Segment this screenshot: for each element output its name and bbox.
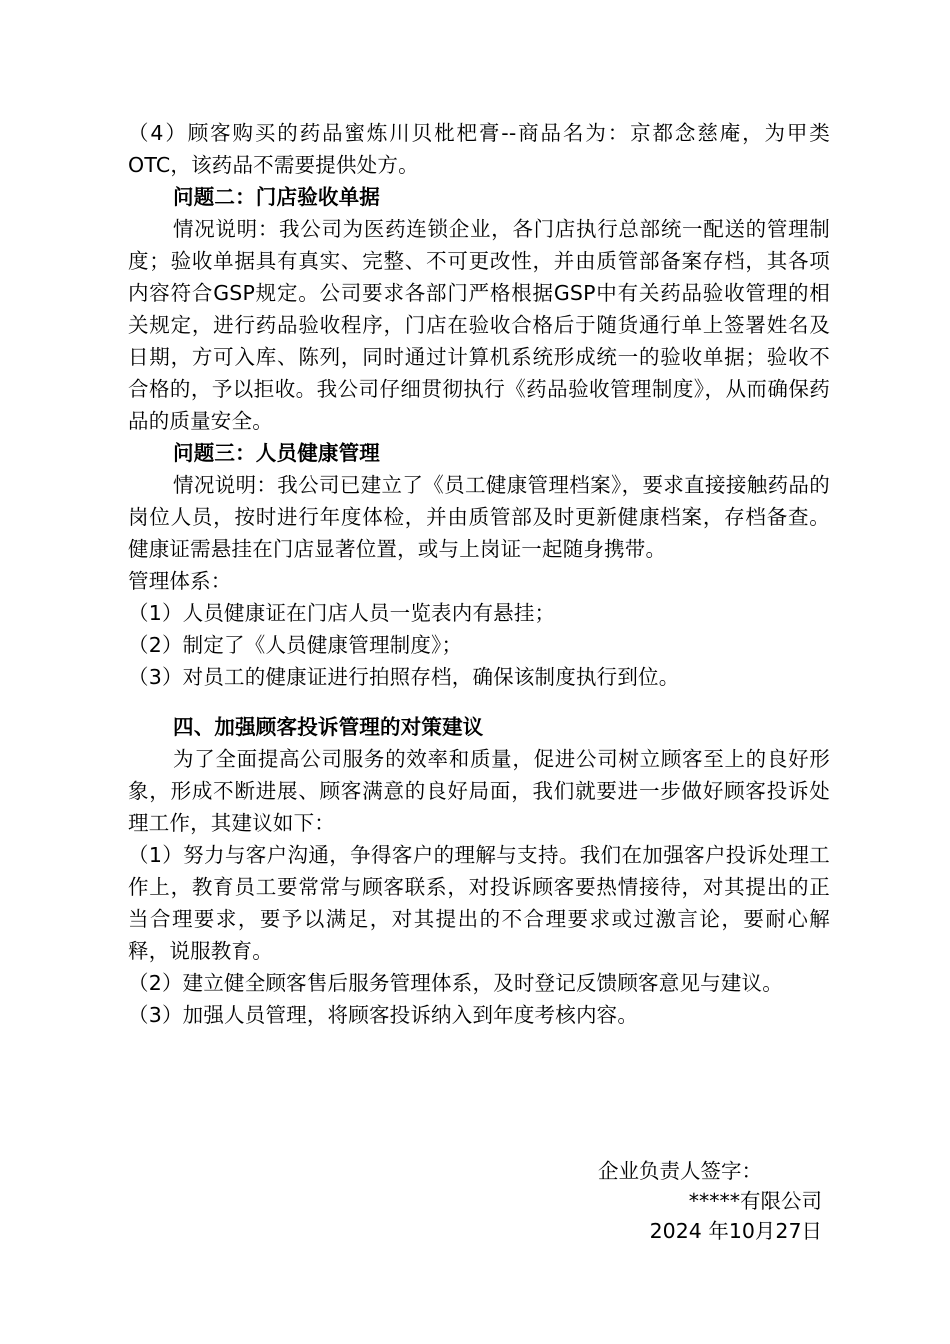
list-item: （3）对员工的健康证进行拍照存档，确保该制度执行到位。 [128,665,680,689]
list-item: （1）努力与客户沟通，争得客户的理解与支持。我们在加强客户投诉处理工作上，教育员工要常常与顾客联系，对投诉顾客要热情接待，对其提出的正当合理要求，要予以满足，对其提出的不合理要求或过激言论，要耐心解释，说服教育。 [128,843,830,963]
list-item: （2）建立健全顾客售后服务管理体系，及时登记反馈顾客意见与建议。 [128,971,783,995]
management-system-label: 管理体系： [128,569,232,593]
heading-section-4: 四、加强顾客投诉管理的对策建议 [173,715,484,739]
heading-question-2: 问题二：门店验收单据 [173,185,380,209]
list-item: （3）加强人员管理，将顾客投诉纳入到年度考核内容。 [128,1003,639,1027]
signature-block [422,1156,822,1246]
list-item: （1）人员健康证在门店人员一览表内有悬挂； [128,601,556,625]
heading-question-3: 问题三：人员健康管理 [173,441,380,465]
paragraph-question-2: 情况说明：我公司为医药连锁企业，各门店执行总部统一配送的管理制度；验收单据具有真实、完整、不可更改性，并由质管部备案存档，其各项内容符合GSP规定。公司要求各部门严格根据GSP中有关药品验收管理的相关规定，进行药品验收程序，门店在验收合格后于随货通行单上签署姓名及日期，方可入库、陈列，同时通过计算机系统形成统一的验收单据；验收不合格的，予以拒收。我公司仔细贯彻执行《药品验收管理制度》，从而确保药品的质量安全。 [128,217,830,433]
document-body [128,117,830,1031]
list-item: （2）制定了《人员健康管理制度》； [128,633,463,657]
signature-date: 2024 年10月27日 [649,1219,822,1243]
paragraph-question-3: 情况说明：我公司已建立了《员工健康管理档案》，要求直接接触药品的岗位人员，按时进行年度体检，并由质管部及时更新健康档案，存档备查。健康证需悬挂在门店显著位置，或与上岗证一起随身携带。 [128,473,830,561]
company-name: *****有限公司 [688,1189,822,1213]
paragraph-section-4-intro: 为了全面提高公司服务的效率和质量，促进公司树立顾客至上的良好形象，形成不断进展、顾客满意的良好局面，我们就要进一步做好顾客投诉处理工作，其建议如下： [128,747,830,835]
paragraph-item-4: （4）顾客购买的药品蜜炼川贝枇杷膏--商品名为：京都念慈庵，为甲类OTC，该药品不需要提供处方。 [128,121,830,177]
signature-label: 企业负责人签字： [598,1159,762,1183]
